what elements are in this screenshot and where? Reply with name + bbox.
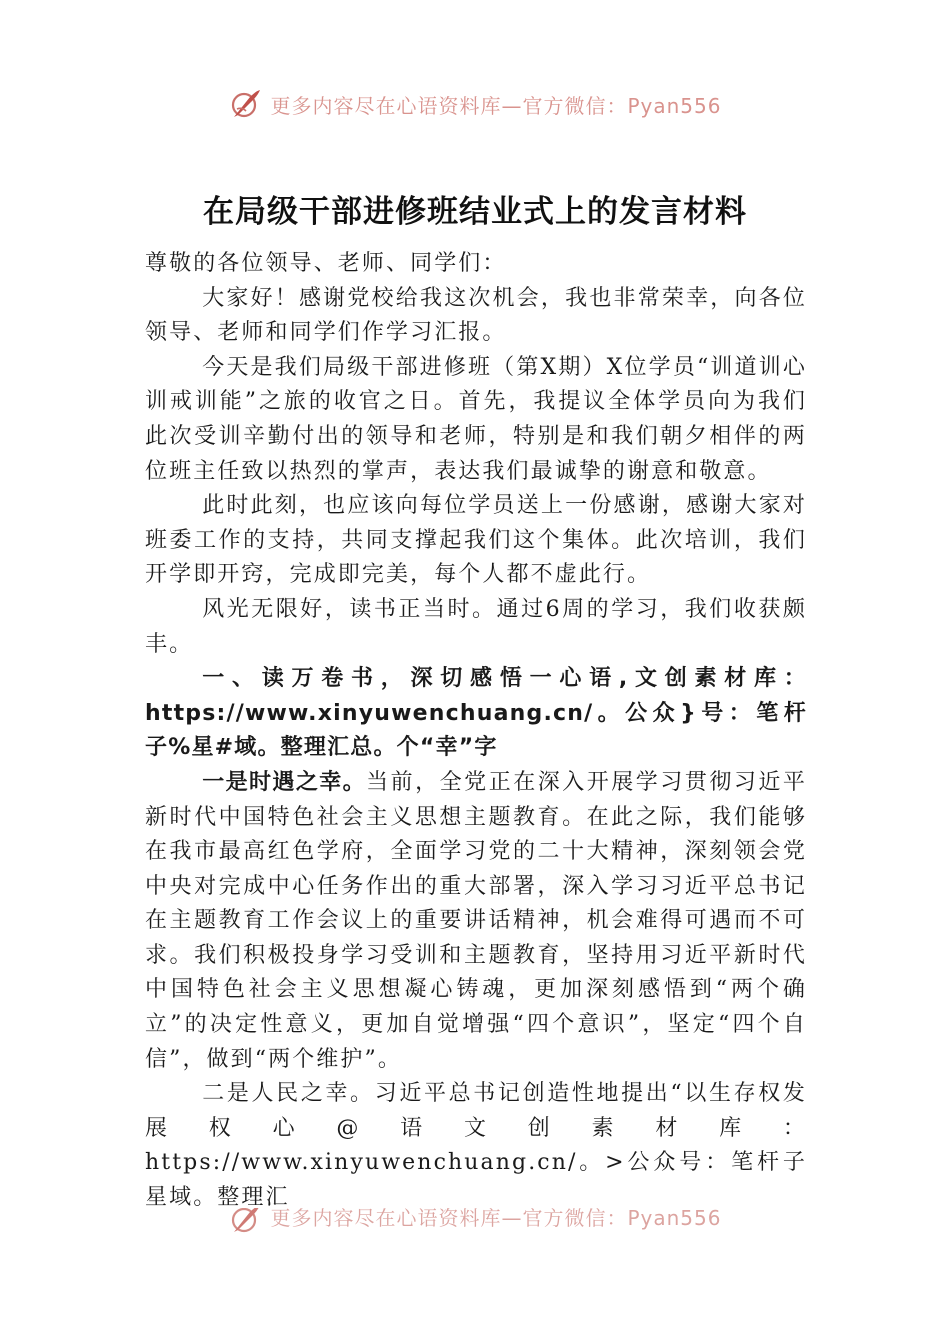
paragraph-lead: 一是时遇之幸。 bbox=[202, 769, 367, 795]
paragraph-harvest: 风光无限好，读书正当时。通过6周的学习，我们收获颇丰。 bbox=[145, 596, 807, 657]
paragraph-fortune-of-time bbox=[145, 766, 807, 1077]
quill-pen-icon bbox=[228, 1208, 262, 1236]
paragraph-greeting: 大家好！感谢党校给我这次机会，我也非常荣幸，向各位领导、老师和同学们作学习汇报。 bbox=[145, 285, 807, 346]
watermark-text: 更多内容尽在心语资料库—官方微信：Pyan556 bbox=[270, 93, 722, 118]
paragraph-fortune-of-people: 二是人民之幸。习近平总书记创造性地提出“以生存权发展权心@语文创素材库：https://www.xinyuwenchuang.cn/。>公众号：笔杆子星域。整理汇 bbox=[145, 1081, 807, 1211]
document-title: 在局级干部进修班结业式上的发言材料 bbox=[203, 194, 747, 230]
document-body bbox=[145, 247, 807, 1216]
salutation: 尊敬的各位领导、老师、同学们： bbox=[145, 251, 507, 276]
header-watermark-banner bbox=[0, 82, 950, 126]
paragraph-body: 当前，全党正在深入开展学习贯彻习近平新时代中国特色社会主义思想主题教育。在此之际，我们能够在我市最高红色学府，全面学习党的二十大精神，深刻领会党中央对完成中心任务作出的重大部署，深入学习习近平总书记在主题教育工作会议上的重要讲话精神，机会难得可遇而不可求。我们积极投身学习受训和主题教育，坚持用习近平新时代中国特色社会主义思想凝心铸魂，更加深刻感悟到“两个确立”的决定性意义，更加自觉增强“四个意识”，坚定“四个自信”，做到“两个维护”。 bbox=[145, 769, 807, 1072]
section-heading-1: 一、读万卷书，深切感悟一心语,文创素材库：https://www.xinyuwenchuang.cn/。公众}号：笔杆子%星#域。整理汇总。个“幸”字 bbox=[145, 666, 807, 761]
watermark-text: 更多内容尽在心语资料库—官方微信：Pyan556 bbox=[270, 1208, 722, 1230]
quill-pen-icon bbox=[228, 87, 262, 121]
paragraph-thanks-students: 此时此刻，也应该向每位学员送上一份感谢，感谢大家对班委工作的支持，共同支撑起我们这个集体。此次培训，我们开学即开窍，完成即完美，每个人都不虚此行。 bbox=[145, 493, 807, 588]
paragraph-thanks-teachers: 今天是我们局级干部进修班（第X期）X位学员“训道训心训戒训能”之旅的收官之日。首先，我提议全体学员向为我们此次受训辛勤付出的领导和老师，特别是和我们朝夕相伴的两位班主任致以热烈的掌声，表达我们最诚挚的谢意和敬意。 bbox=[145, 354, 807, 484]
footer-watermark-banner bbox=[0, 1208, 950, 1242]
